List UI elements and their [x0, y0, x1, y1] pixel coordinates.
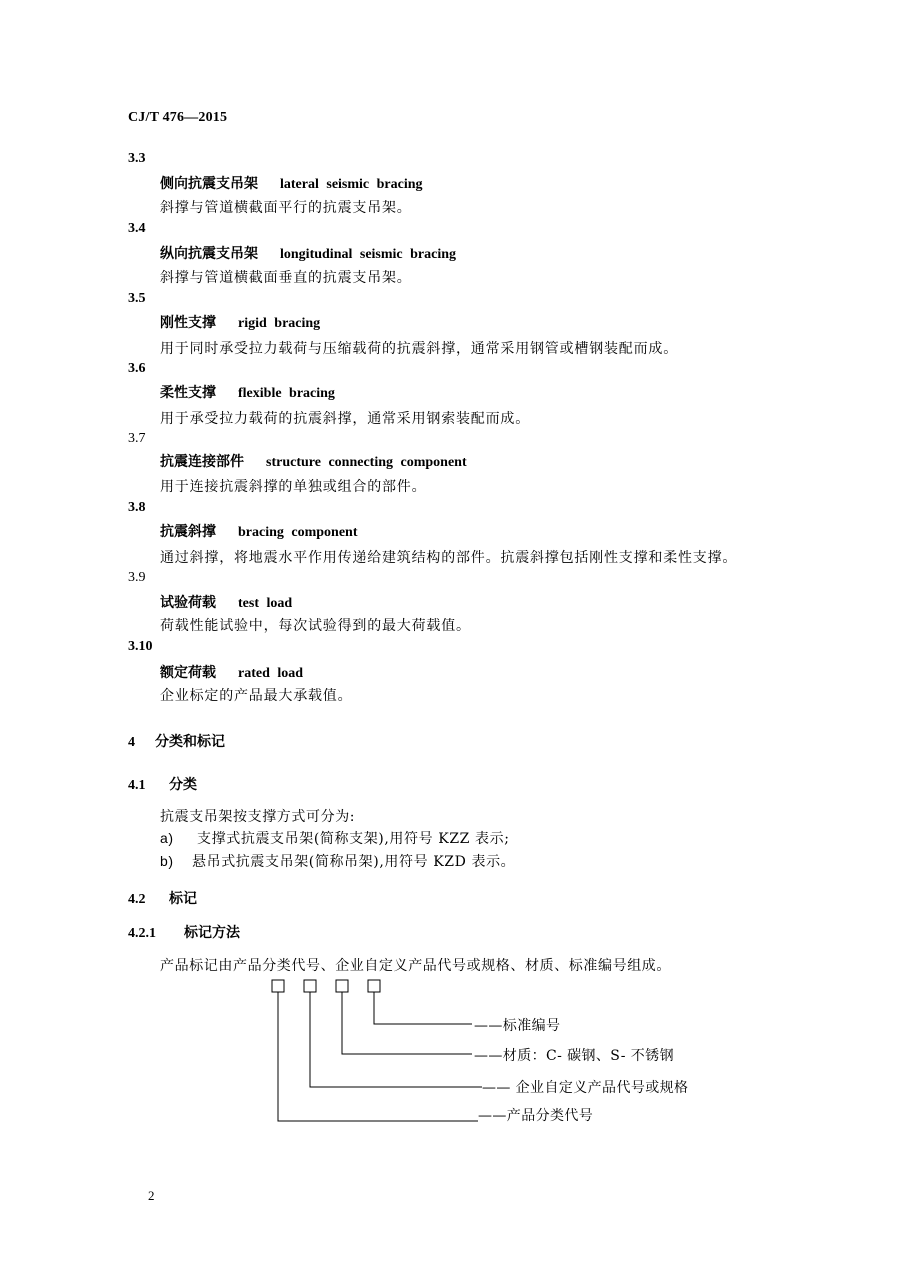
document-header: CJ/T 476—2015: [128, 110, 228, 125]
term-definition: 企业标定的产品最大承载值。: [160, 688, 353, 704]
leader-line: [374, 992, 472, 1024]
subsection-title: 标记: [169, 891, 197, 907]
diagram-label: —— 企业自定义产品代号或规格: [482, 1080, 689, 1096]
term-number: 3.10: [128, 639, 153, 654]
term-en: longitudinal seismic bracing: [280, 247, 457, 262]
term-en: structure connecting component: [266, 455, 467, 470]
list-marker: b): [160, 853, 174, 869]
term-definition: 荷载性能试验中，每次试验得到的最大荷载值。: [160, 618, 471, 634]
term-number: 3.5: [128, 291, 146, 306]
section-number: 4: [128, 735, 135, 750]
term-number: 3.7: [128, 431, 146, 446]
subsection-number: 4.1: [128, 778, 146, 793]
term-en: rated load: [238, 666, 304, 681]
term-definition: 用于承受拉力载荷的抗震斜撑，通常采用钢索装配而成。: [160, 411, 530, 427]
leader-line: [342, 992, 472, 1054]
box-standard-number: [368, 980, 380, 992]
subsubsection-number: 4.2.1: [128, 926, 156, 941]
term-en: bracing component: [238, 525, 358, 540]
term-number: 3.4: [128, 221, 146, 236]
term-zh: 刚性支撑: [160, 315, 216, 331]
paragraph: 产品标记由产品分类代号、企业自定义产品代号或规格、材质、标准编号组成。: [160, 958, 671, 974]
term-number: 3.6: [128, 361, 146, 376]
list-item-text: 支撑式抗震支吊架(简称支架),用符号 KZZ 表示;: [192, 831, 510, 847]
term-definition: 斜撑与管道横截面平行的抗震支吊架。: [160, 200, 412, 216]
diagram-label: ——产品分类代号: [478, 1108, 594, 1124]
term-en: lateral seismic bracing: [280, 177, 423, 192]
box-product-class: [272, 980, 284, 992]
list-marker: a): [160, 830, 174, 846]
term-zh: 额定荷载: [160, 665, 216, 681]
paragraph: 抗震支吊架按支撑方式可分为:: [160, 809, 356, 825]
term-definition: 通过斜撑，将地震水平作用传递给建筑结构的部件。抗震斜撑包括刚性支撑和柔性支撑。: [160, 550, 738, 566]
term-zh: 纵向抗震支吊架: [160, 246, 258, 262]
list-item-text: 悬吊式抗震支吊架(简称吊架),用符号 KZD 表示。: [192, 854, 516, 870]
term-number: 3.3: [128, 151, 146, 166]
term-definition: 斜撑与管道横截面垂直的抗震支吊架。: [160, 270, 412, 286]
box-enterprise-code: [304, 980, 316, 992]
section-title: 分类和标记: [155, 734, 225, 750]
term-zh: 试验荷载: [160, 595, 216, 611]
term-en: test load: [238, 596, 293, 611]
subsubsection-title: 标记方法: [184, 925, 240, 941]
term-en: rigid bracing: [238, 316, 321, 331]
leader-line: [278, 992, 478, 1121]
term-zh: 抗震连接部件: [160, 454, 244, 470]
term-zh: 柔性支撑: [160, 385, 216, 401]
term-zh: 抗震斜撑: [160, 524, 216, 540]
subsection-title: 分类: [169, 777, 197, 793]
leader-line: [310, 992, 482, 1087]
term-number: 3.8: [128, 500, 146, 515]
box-material: [336, 980, 348, 992]
diagram-label: ——材质：C- 碳钢、S- 不锈钢: [474, 1048, 674, 1064]
diagram-label: ——标准编号: [474, 1018, 561, 1034]
page-number: 2: [148, 1188, 155, 1203]
subsection-number: 4.2: [128, 892, 146, 907]
term-definition: 用于连接抗震斜撑的单独或组合的部件。: [160, 479, 427, 495]
term-en: flexible bracing: [238, 386, 335, 401]
term-number: 3.9: [128, 570, 146, 585]
term-zh: 侧向抗震支吊架: [160, 176, 258, 192]
term-definition: 用于同时承受拉力载荷与压缩载荷的抗震斜撑，通常采用钢管或槽钢装配而成。: [160, 341, 678, 357]
